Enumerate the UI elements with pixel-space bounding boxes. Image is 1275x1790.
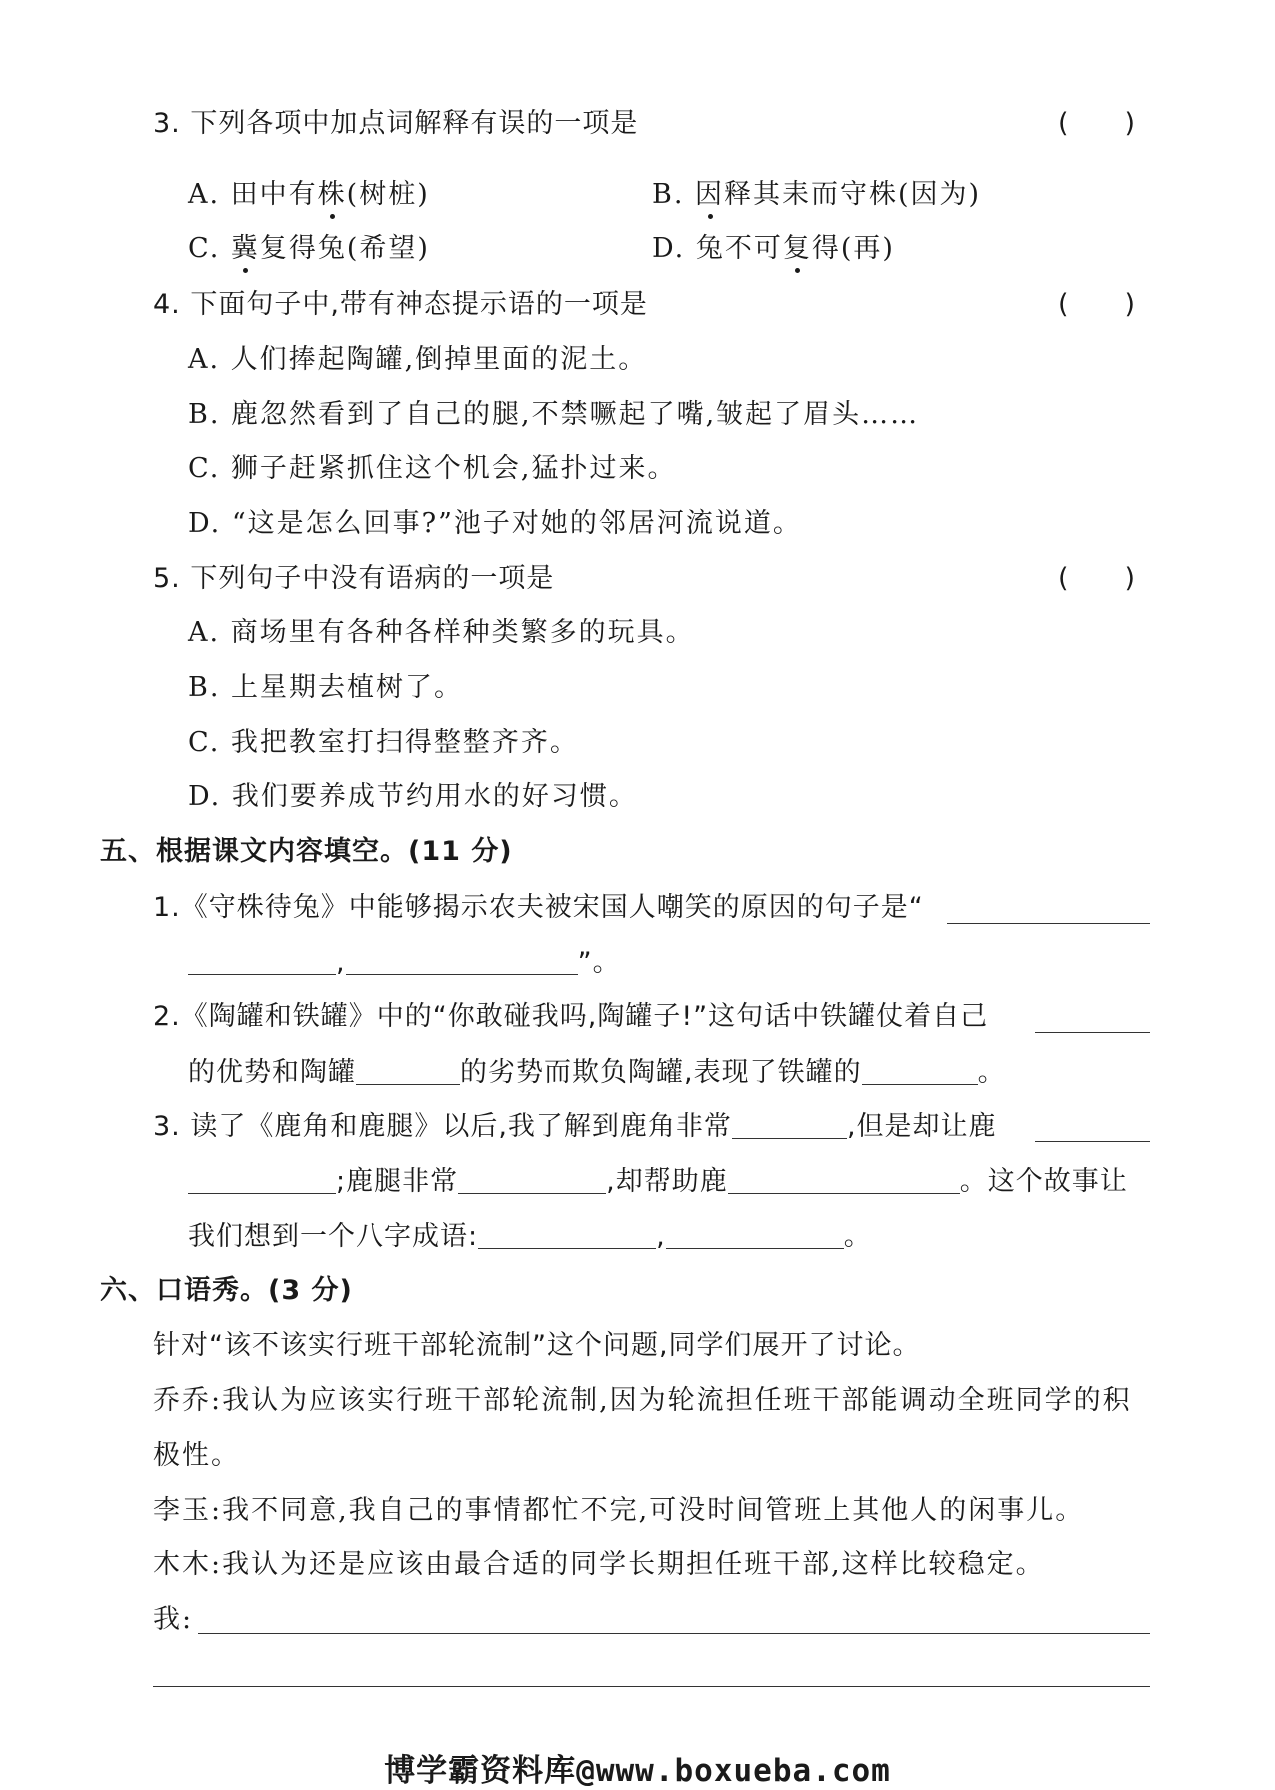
s5-item3-blank-3[interactable]: [188, 1163, 336, 1194]
s5-item3-blank-7[interactable]: [666, 1218, 844, 1249]
s6-mumu: 木木:我认为还是应该由最合适的同学长期担任班干部,这样比较稳定。: [153, 1549, 1045, 1580]
punct: ”。: [577, 947, 621, 978]
s5-item3-blank-2[interactable]: [1035, 1111, 1150, 1142]
s5-item1-blank-1[interactable]: [947, 893, 1150, 924]
s5-item1-blank-2[interactable]: [188, 944, 336, 975]
paren-close: ): [1124, 289, 1136, 320]
dotted-char: 冀: [231, 231, 260, 267]
q5-option-a: A. 商场里有各种各样种类繁多的玩具。: [188, 617, 695, 648]
s6-answer-line-2[interactable]: [153, 1686, 1150, 1687]
s5-item1-blank-3[interactable]: [346, 944, 578, 975]
paren-close: ): [1124, 108, 1136, 139]
q3-option-b: [652, 177, 981, 213]
q4-stem: 4. 下面句子中,带有神态提示语的一项是: [153, 289, 648, 320]
s5-item2-line1: 2.《陶罐和铁罐》中的“你敢碰我吗,陶罐子!”这句话中铁罐仗着自己: [153, 1001, 989, 1032]
q3-stem: 3. 下列各项中加点词解释有误的一项是: [153, 108, 639, 139]
s6-liyu: 李玉:我不同意,我自己的事情都忙不完,可没时间管班上其他人的闲事儿。: [153, 1495, 1085, 1526]
s6-qiaoqiao-line1: 乔乔:我认为应该实行班干部轮流制,因为轮流担任班干部能调动全班同学的积: [153, 1385, 1132, 1416]
s5-item1-line2: [188, 944, 621, 981]
q5-option-c: C. 我把教室打扫得整整齐齐。: [188, 727, 579, 758]
q4-answer-paren[interactable]: [1058, 287, 1135, 323]
punct: 。: [977, 1057, 1006, 1088]
s5-item3-line3: [188, 1218, 872, 1255]
section6-title: 六、口语秀。(3 分): [100, 1275, 353, 1306]
item-text: ,却帮助鹿: [606, 1166, 728, 1197]
punct: ,: [656, 1221, 666, 1252]
q4-option-c: C. 狮子赶紧抓住这个机会,猛扑过来。: [188, 453, 677, 484]
paren-open: (: [1058, 563, 1069, 594]
q5-option-d: D. 我们要养成节约用水的好习惯。: [188, 781, 638, 812]
item-text: 1.《守株待兔》中能够揭示农夫被宋国人嘲笑的原因的句子是“: [153, 892, 924, 923]
item-text: ;鹿腿非常: [336, 1166, 459, 1197]
dotted-char: 因: [695, 177, 724, 213]
q3-option-d: [652, 231, 895, 267]
item-text: 。这个故事让: [959, 1166, 1128, 1197]
s5-item2-blank-1[interactable]: [1035, 1002, 1150, 1033]
paren-open: (: [1058, 289, 1069, 320]
s6-intro: 针对“该不该实行班干部轮流制”这个问题,同学们展开了讨论。: [153, 1330, 921, 1361]
s5-item3-blank-4[interactable]: [458, 1163, 606, 1194]
s6-me-label: 我:: [153, 1604, 194, 1635]
option-text: A. 田中有: [188, 179, 318, 210]
item-text: 3. 读了《鹿角和鹿腿》以后,我了解到鹿角非常: [153, 1111, 732, 1142]
punct: ,: [336, 947, 346, 978]
dotted-char: 株: [318, 177, 347, 213]
q4-option-b: B. 鹿忽然看到了自己的腿,不禁噘起了嘴,皱起了眉头……: [188, 399, 920, 430]
option-text: D. 兔不可: [652, 233, 783, 264]
option-text: 释其耒而守株(因为): [724, 179, 982, 210]
punct: 。: [843, 1221, 872, 1252]
item-text: 我们想到一个八字成语:: [188, 1221, 479, 1252]
q5-answer-paren[interactable]: [1058, 561, 1135, 597]
s5-item3-blank-6[interactable]: [478, 1218, 656, 1249]
q5-stem: 5. 下列句子中没有语病的一项是: [153, 563, 555, 594]
s5-item3-blank-1[interactable]: [732, 1108, 847, 1139]
option-text: B.: [652, 179, 696, 210]
s5-item3-blank-5[interactable]: [728, 1163, 960, 1194]
q3-option-c: [188, 231, 430, 267]
q4-option-a: A. 人们捧起陶罐,倒掉里面的泥土。: [188, 344, 648, 375]
s6-qiaoqiao-line2: 极性。: [153, 1440, 240, 1471]
s5-item1-line1: [153, 890, 924, 926]
q3-answer-paren[interactable]: [1058, 106, 1135, 142]
item-text: 的优势和陶罐: [188, 1057, 356, 1088]
q3-option-a: [188, 177, 430, 213]
item-text: 的劣势而欺负陶罐,表现了铁罐的: [460, 1057, 862, 1088]
s5-item2-blank-2[interactable]: [356, 1054, 460, 1085]
section5-title: 五、根据课文内容填空。(11 分): [100, 836, 513, 867]
s5-item3-line1: [153, 1108, 997, 1145]
paren-open: (: [1058, 108, 1069, 139]
s5-item3-line2: [188, 1163, 1128, 1200]
option-text: 得(再): [811, 233, 895, 264]
option-text: 复得兔(希望): [259, 233, 430, 264]
q4-option-d: D. “这是怎么回事?”池子对她的邻居河流说道。: [188, 508, 802, 539]
item-text: ,但是却让鹿: [846, 1111, 997, 1142]
paren-close: ): [1124, 563, 1136, 594]
s6-answer-line-1[interactable]: [198, 1633, 1150, 1634]
option-text: (树桩): [346, 179, 430, 210]
option-text: C.: [188, 233, 231, 264]
dotted-char: 复: [783, 231, 812, 267]
footer-watermark: 博学霸资料库@www.boxueba.com: [384, 1753, 891, 1789]
q5-option-b: B. 上星期去植树了。: [188, 672, 464, 703]
s5-item2-blank-3[interactable]: [862, 1054, 978, 1085]
s5-item2-line2: [188, 1054, 1006, 1091]
